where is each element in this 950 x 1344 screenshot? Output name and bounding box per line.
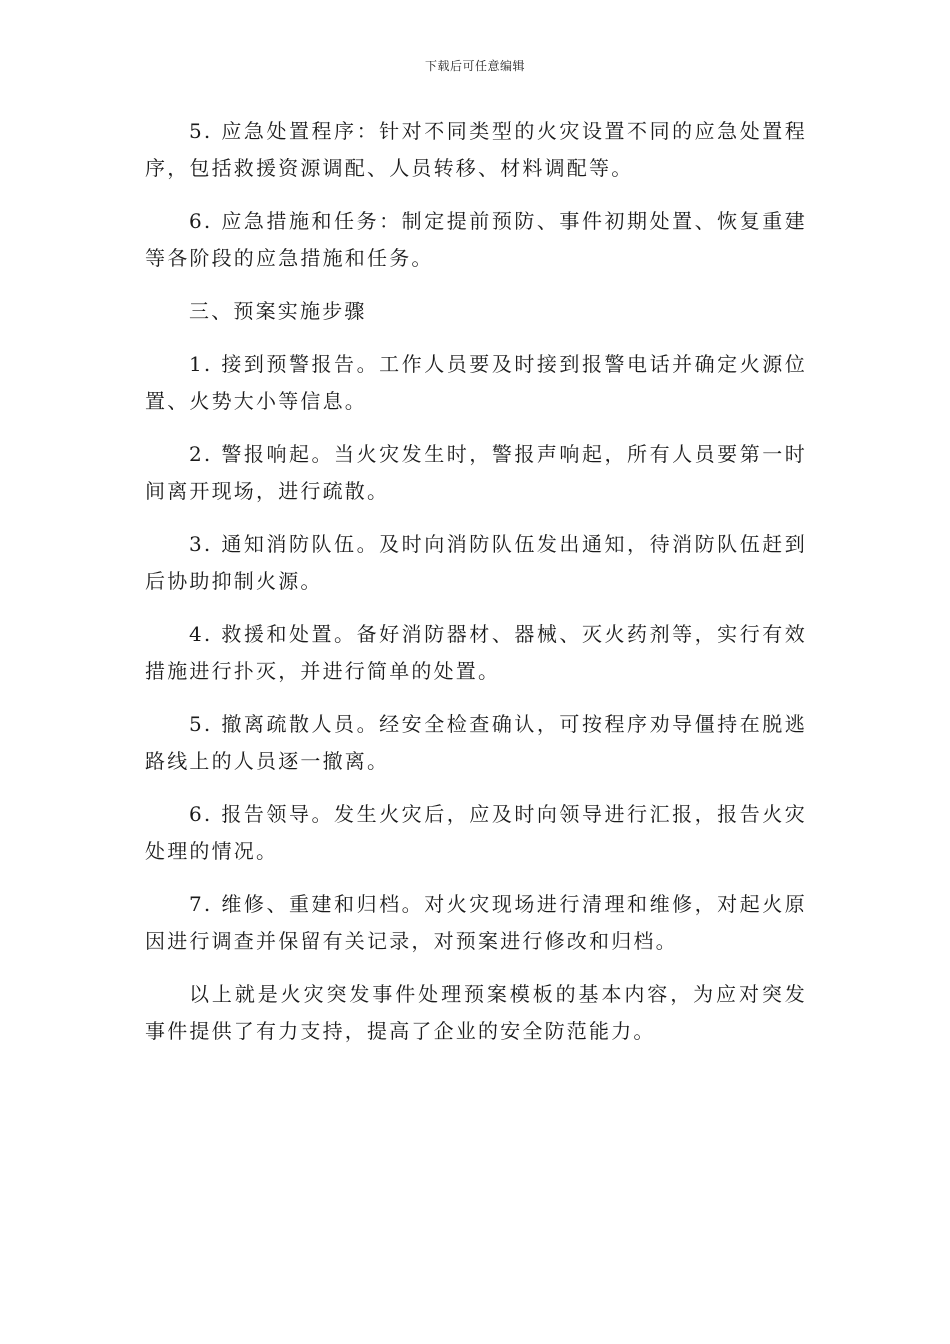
paragraph-conclusion: 以上就是火灾突发事件处理预案模板的基本内容，为应对突发事件提供了有力支持，提高了企业的安全防范能力。: [145, 982, 807, 1043]
paragraph-step-1: 1. 接到预警报告。工作人员要及时接到报警电话并确定火源位置、火势大小等信息。: [145, 352, 807, 413]
paragraph-emergency-procedure: 5. 应急处置程序：针对不同类型的火灾设置不同的应急处置程序，包括救援资源调配、人员转移、材料调配等。: [145, 119, 807, 180]
paragraph-step-7: 7. 维修、重建和归档。对火灾现场进行清理和维修，对起火原因进行调查并保留有关记录，对预案进行修改和归档。: [145, 892, 807, 953]
paragraph-step-6: 6. 报告领导。发生火灾后，应及时向领导进行汇报，报告火灾处理的情况。: [145, 802, 807, 863]
paragraph-step-4: 4. 救援和处置。备好消防器材、器械、灭火药剂等，实行有效措施进行扑灭，并进行简单的处置。: [145, 622, 807, 683]
document-body: [145, 113, 807, 1066]
section-heading-implementation-steps: 三、预案实施步骤: [189, 299, 367, 323]
paragraph-emergency-measures: 6. 应急措施和任务：制定提前预防、事件初期处置、恢复重建等各阶段的应急措施和任务。: [145, 209, 807, 270]
paragraph-step-3: 3. 通知消防队伍。及时向消防队伍发出通知，待消防队伍赶到后协助抑制火源。: [145, 532, 807, 593]
page-header: 下载后可任意编辑: [424, 59, 525, 73]
paragraph-step-2: 2. 警报响起。当火灾发生时，警报声响起，所有人员要第一时间离开现场，进行疏散。: [145, 442, 807, 503]
paragraph-step-5: 5. 撤离疏散人员。经安全检查确认，可按程序劝导僵持在脱逃路线上的人员逐一撤离。: [145, 712, 807, 773]
